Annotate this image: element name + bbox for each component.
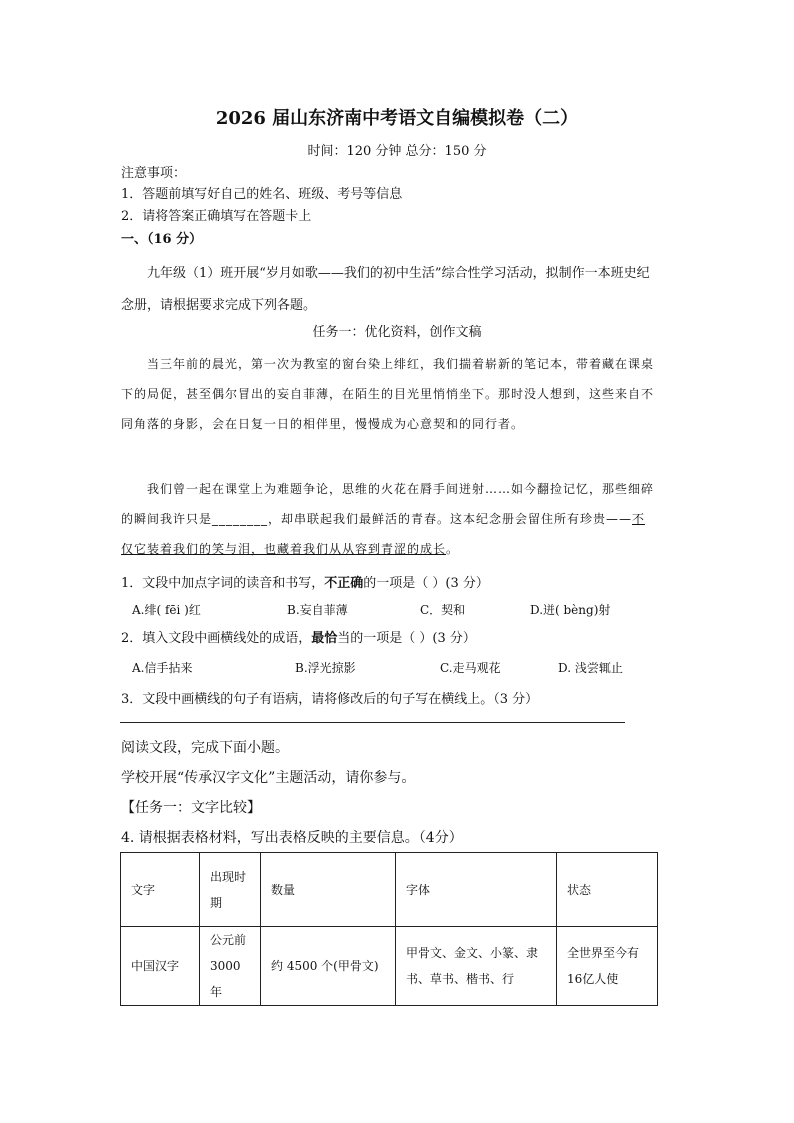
table-header: 字体 — [396, 853, 557, 927]
comparison-table — [120, 852, 658, 1006]
option-c: C.走马观花 — [440, 661, 501, 675]
passage-text: 我们曾一起在课堂上为难题争论，思维的火花在脣手间迸射……如今翻捡记忆，那些细碎的瞬间我许只是 — [121, 482, 655, 526]
table-cell: 全世界至今有16亿人使 — [557, 927, 658, 1006]
passage-paragraph — [121, 474, 656, 564]
blank-line: ________ — [212, 512, 269, 526]
exam-meta: 时间：120 分钟 总分：150 分 — [307, 144, 487, 159]
table-header: 出现时期 — [200, 853, 261, 927]
question-emphasis: 不正确 — [324, 576, 364, 591]
section-heading: 一、（16 分） — [121, 232, 203, 247]
note-item: 2．请将答案正确填写在答题卡上 — [121, 209, 312, 224]
intro-paragraph: 九年级（1）班开展“岁月如歌——我们的初中生活”综合性学习活动，拟制作一本班史纪念册，请根据要求完成下列各题。 — [121, 266, 650, 313]
task-heading: 【任务一：文字比较】 — [121, 800, 261, 816]
table-cell: 中国汉字 — [121, 927, 200, 1006]
option-a: A.信手拈来 — [132, 661, 193, 675]
exam-title: 2026 届山东济南中考语文自编模拟卷（二） — [215, 108, 579, 129]
question-text: 当的一项是（ ）(3 分） — [337, 631, 476, 646]
table-cell: 约 4500 个(甲骨文) — [261, 927, 396, 1006]
option-d: D.迸( bèng)射 — [530, 603, 611, 617]
question-2 — [121, 627, 476, 646]
question-4: 4. 请根据表格材料，写出表格反映的主要信息。（4分） — [121, 830, 463, 846]
table-header-row — [121, 853, 658, 927]
table-header: 数量 — [261, 853, 396, 927]
table-cell: 甲骨文、金文、小篆、隶书、草书、楷书、行 — [396, 927, 557, 1006]
table-row — [121, 927, 658, 1006]
note-item: 1．答题前填写好自己的姓名、班级、考号等信息 — [121, 187, 403, 202]
task-title: 任务一：优化资料，创作文稿 — [312, 325, 482, 340]
activity-intro: 学校开展“传承汉字文化”主题活动，请你参与。 — [121, 770, 416, 786]
option-b: B.浮光掠影 — [295, 661, 356, 675]
question-text: 的一项是（ ）(3 分） — [363, 576, 489, 591]
passage-text: 。 — [446, 542, 460, 556]
table-header: 状态 — [557, 853, 658, 927]
passage-text: ，却串联起我们最鲜活的青春。这本纪念册会留住所有珍贵—— — [268, 512, 633, 526]
question-text: 2．填入文段中画横线处的成语， — [121, 631, 312, 646]
question-text: 1．文段中加点字词的读音和书写， — [121, 576, 325, 591]
option-c: C．契和 — [420, 603, 466, 617]
question-1 — [121, 572, 489, 591]
question-emphasis: 最恰 — [311, 631, 338, 646]
option-d: D. 浅尝辄止 — [558, 661, 623, 675]
answer-line[interactable] — [120, 722, 625, 723]
underlined-sentence: 不仅它装着我们的笑与泪，也藏着我们从从容到青涩的成长 — [121, 512, 646, 556]
reading-instruction: 阅读文段，完成下面小题。 — [121, 740, 289, 756]
notes-heading: 注意事项： — [121, 166, 187, 181]
option-a: A.绯( fēi )红 — [132, 603, 201, 617]
table-cell: 公元前3000年 — [200, 927, 261, 1006]
table-header: 文字 — [121, 853, 200, 927]
option-b: B.妄自菲薄 — [287, 603, 348, 617]
passage-paragraph: 当三年前的晨光，第一次为教室的窗台染上绯红，我们揣着崭新的笔记本，带着藏在课桌下的局促，甚至偶尔冒出的妄自菲薄，在陌生的目光里悄悄坐下。那时没人想到，这些来自不同角落的身影，会在日复一日的相伴里，慢慢成为心意契和的同行者。 — [121, 357, 655, 431]
question-3: 3．文段中画横线的句子有语病，请将修改后的句子写在横线上。（3 分） — [121, 692, 539, 707]
